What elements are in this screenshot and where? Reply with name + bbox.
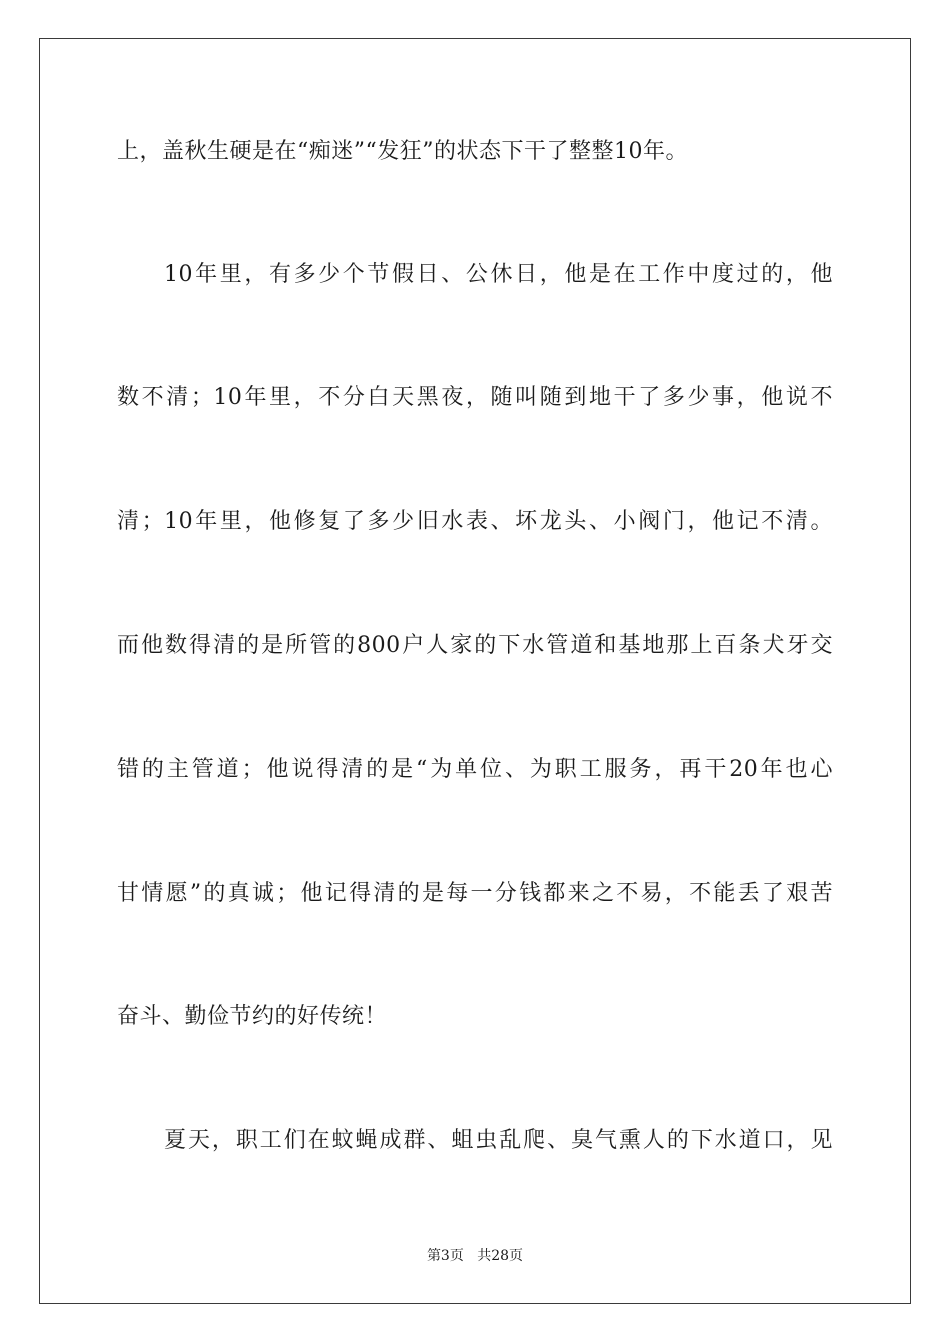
text-line: 数不清；10年里，不分白天黑夜，随叫随到地干了多少事，他说不 — [117, 385, 833, 410]
page-border — [39, 38, 911, 1304]
text-line: 而他数得清的是所管的800户人家的下水管道和基地那上百条犬牙交 — [117, 633, 833, 658]
text-line: 上，盖秋生硬是在“痴迷”“发狂”的状态下干了整整10年。 — [117, 139, 688, 164]
text-line: 10年里，有多少个节假日、公休日，他是在工作中度过的，他 — [164, 262, 833, 287]
text-line: 甘情愿”的真诚；他记得清的是每一分钱都来之不易，不能丢了艰苦 — [117, 881, 833, 906]
text-line: 清；10年里，他修复了多少旧水表、坏龙头、小阀门，他记不清。 — [117, 509, 833, 534]
text-line: 错的主管道；他说得清的是“为单位、为职工服务，再干20年也心 — [117, 757, 833, 782]
page-number: 第3页 — [426, 1248, 464, 1264]
text-line: 奋斗、勤俭节约的好传统！ — [117, 1004, 388, 1029]
page-footer — [0, 1246, 950, 1266]
page-total: 共28页 — [477, 1248, 524, 1264]
text-line: 夏天，职工们在蚊蝇成群、蛆虫乱爬、臭气熏人的下水道口，见 — [164, 1128, 833, 1153]
